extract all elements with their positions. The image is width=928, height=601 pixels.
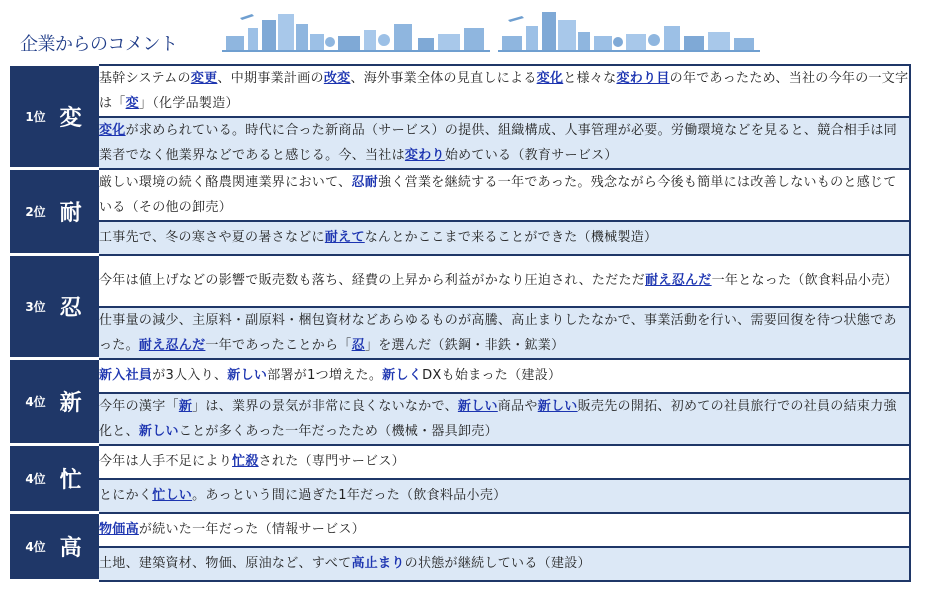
kanji-label: 忙 bbox=[59, 468, 82, 493]
table-row bbox=[10, 359, 910, 393]
page-title: 企業からのコメント bbox=[20, 34, 178, 55]
highlight-word: 新しく bbox=[382, 368, 423, 383]
comment-text: が続いた一年だった（情報サービス） bbox=[138, 522, 366, 537]
highlight-word: 物価高 bbox=[99, 522, 139, 537]
comment-text: 仕事量の減少、主原料・副原料・梱包資材などあらゆるものが高騰、高止まりしたなかで、事業活動を行い、需要回復を待つ状態であった。 bbox=[99, 312, 897, 353]
comment-text: 強く営業を継続する一年であった。残念ながら今後も簡単には改善しないものと感じている（その他の卸売） bbox=[99, 174, 897, 215]
kanji-label: 忍 bbox=[59, 296, 82, 321]
comments-table bbox=[10, 63, 911, 582]
highlight-word: 新入社員 bbox=[99, 368, 153, 383]
highlight-word: 変化 bbox=[99, 122, 126, 138]
table-row bbox=[10, 169, 910, 221]
highlight-word: 変 bbox=[125, 95, 139, 111]
highlight-word: 耐えて bbox=[324, 230, 365, 245]
comment-text: 厳しい環境の続く酪農関連業界において、 bbox=[99, 174, 352, 190]
table-row bbox=[10, 65, 910, 117]
comment-cell bbox=[98, 221, 910, 255]
comment-text: の年であったため、当社の今年の一文字は「 bbox=[99, 70, 909, 111]
comment-cell bbox=[98, 513, 910, 547]
comment-text: 」（化学品製造） bbox=[138, 95, 239, 111]
highlight-word: 高止まり bbox=[351, 556, 405, 571]
comment-text: なんとかここまで来ることができた（機械製造） bbox=[364, 230, 658, 245]
table-row bbox=[10, 255, 910, 307]
table-row bbox=[10, 513, 910, 547]
rank-cell bbox=[10, 359, 98, 445]
highlight-word: 忍 bbox=[351, 337, 365, 353]
comment-cell bbox=[98, 393, 910, 445]
highlight-word: 忙殺 bbox=[232, 454, 259, 469]
comment-text: DXも始まった（建設） bbox=[422, 368, 562, 383]
comment-text: された（専門サービス） bbox=[258, 454, 405, 469]
rank-label: 2位 bbox=[25, 205, 46, 219]
highlight-word: 新しい bbox=[537, 398, 578, 414]
table-row bbox=[10, 307, 910, 359]
comment-cell bbox=[98, 445, 910, 479]
comment-text: 」は、業界の景気が非常に良くないなかで、 bbox=[192, 398, 458, 414]
rank-label: 4位 bbox=[25, 395, 46, 409]
comment-cell bbox=[98, 117, 910, 169]
kanji-label: 耐 bbox=[59, 201, 82, 226]
comment-text: ことが多くあった一年だったため（機械・器具卸売） bbox=[178, 423, 498, 439]
table-row bbox=[10, 445, 910, 479]
comment-text: とにかく bbox=[99, 488, 153, 503]
table-row bbox=[10, 221, 910, 255]
comment-text: 基幹システムの bbox=[99, 70, 191, 86]
highlight-word: 耐え忍んだ bbox=[645, 273, 712, 288]
highlight-word: 新しい bbox=[457, 398, 498, 414]
comment-cell bbox=[98, 359, 910, 393]
comment-text: 一年であったことから「 bbox=[205, 337, 352, 353]
comment-cell bbox=[98, 547, 910, 581]
table-row bbox=[10, 393, 910, 445]
comment-text: 、海外事業全体の見直しによる bbox=[350, 70, 537, 86]
comment-text: が求められている。時代に合った新商品（サービス）の提供、組織構成、人事管理が必要。労働環境などを見ると、競合相手は同業者でなく他業界などであると感じる。今、当社は bbox=[99, 122, 898, 163]
highlight-word: 変更 bbox=[190, 70, 218, 86]
rank-label: 4位 bbox=[25, 472, 46, 486]
comment-text: 商品や bbox=[497, 398, 538, 414]
highlight-word: 忍耐 bbox=[351, 174, 379, 190]
comment-text: 部署が1つ増えた。 bbox=[267, 368, 383, 383]
comment-text: 一年となった（飲食料品小売） bbox=[711, 273, 898, 288]
highlight-word: 新しい bbox=[138, 423, 179, 439]
city-skyline-icon bbox=[222, 6, 490, 54]
comment-text: 販売先の開拓、初めての社員旅行での社員の結束力強化と、 bbox=[99, 398, 897, 439]
comment-text: 今年は人手不足により bbox=[99, 454, 233, 469]
comment-cell bbox=[98, 307, 910, 359]
comment-text: の状態が継続している（建設） bbox=[404, 556, 591, 571]
highlight-word: 耐え忍んだ bbox=[138, 337, 206, 353]
rank-label: 4位 bbox=[25, 540, 46, 554]
comment-text: 今年は値上げなどの影響で販売数も落ち、経費の上昇から利益がかなり圧迫され、ただただ bbox=[99, 273, 646, 288]
highlight-word: 改変 bbox=[323, 70, 351, 86]
highlight-word: 変わり bbox=[404, 147, 445, 163]
comment-text: 始めている（教育サービス） bbox=[444, 147, 618, 163]
table-row bbox=[10, 479, 910, 513]
comment-text: と様々な bbox=[563, 70, 617, 86]
rank-label: 1位 bbox=[25, 110, 46, 124]
comment-cell bbox=[98, 65, 910, 117]
table-row bbox=[10, 117, 910, 169]
table-row bbox=[10, 547, 910, 581]
comment-text: 」を選んだ（鉄鋼・非鉄・鉱業） bbox=[364, 337, 565, 353]
highlight-word: 変化 bbox=[536, 70, 564, 86]
comment-cell bbox=[98, 255, 910, 307]
comment-cell bbox=[98, 479, 910, 513]
kanji-label: 新 bbox=[59, 391, 82, 416]
rank-cell bbox=[10, 255, 98, 359]
highlight-word: 変わり目 bbox=[616, 70, 670, 86]
comment-text: 今年の漢字「 bbox=[99, 398, 179, 414]
comment-text: 工事先で、冬の寒さや夏の暑さなどに bbox=[99, 230, 325, 245]
kanji-label: 高 bbox=[59, 536, 82, 561]
highlight-word: 新 bbox=[178, 398, 193, 414]
rank-label: 3位 bbox=[25, 300, 46, 314]
rank-cell bbox=[10, 65, 98, 169]
city-skyline-icon bbox=[498, 6, 760, 54]
kanji-label: 変 bbox=[59, 106, 82, 131]
rank-cell bbox=[10, 445, 98, 513]
comment-text: が3人入り、 bbox=[152, 368, 228, 383]
comment-text: 土地、建築資材、物価、原油など、すべて bbox=[99, 556, 352, 571]
comment-text: 。あっという間に過ぎた1年だった（飲食料品小売） bbox=[192, 488, 507, 503]
highlight-word: 忙しい bbox=[152, 488, 193, 503]
rank-cell bbox=[10, 169, 98, 255]
comment-text: 、中期事業計画の bbox=[217, 70, 324, 86]
highlight-word: 新しい bbox=[227, 368, 268, 383]
comment-cell bbox=[98, 169, 910, 221]
rank-cell bbox=[10, 513, 98, 581]
